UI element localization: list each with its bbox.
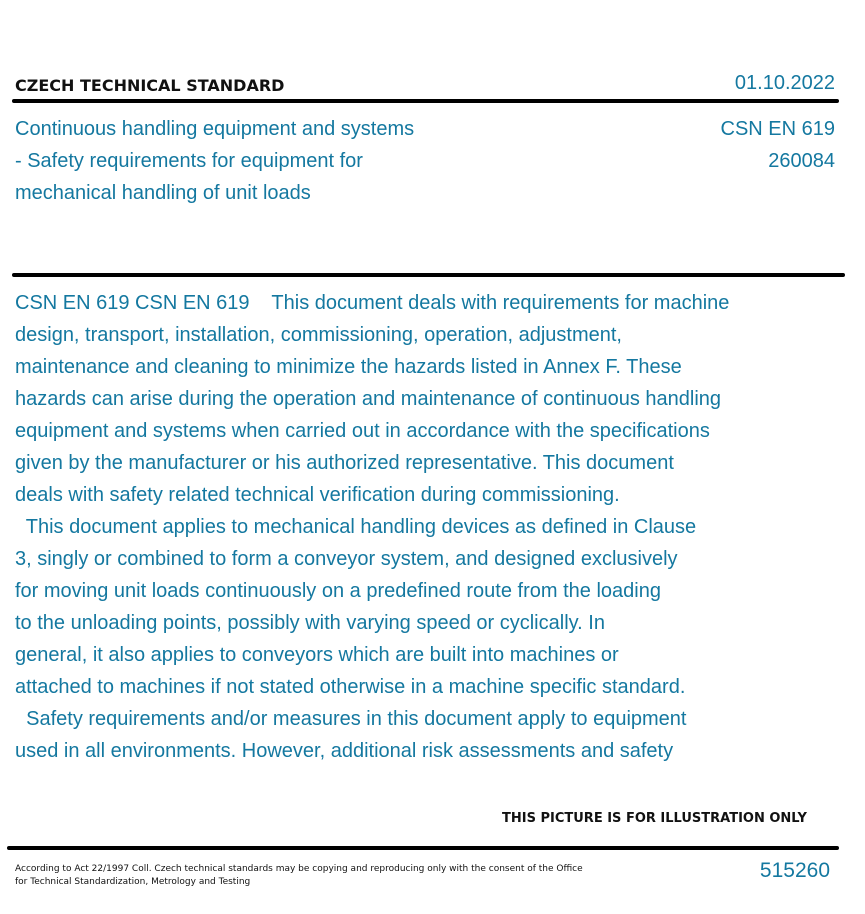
title-line: Continuous handling equipment and systems [15,118,415,140]
illustration-notice: THIS PICTURE IS FOR ILLUSTRATION ONLY [502,811,807,826]
title-line: mechanical handling of unit loads [15,182,311,204]
abstract-line: design, transport, installation, commissioning, operation, adjustment, [15,324,622,346]
publication-date: 01.10.2022 [734,72,835,94]
footer-divider [7,846,839,850]
copyright-notice [15,863,595,889]
document-title [15,113,475,209]
copyright-line: According to Act 22/1997 Coll. Czech technical standards may be copying and reproducing only with the consent of the Office [15,864,583,874]
document-abstract [15,287,805,767]
copyright-line: for Technical Standardization, Metrology and Testing [15,877,251,887]
abstract-line: CSN EN 619 CSN EN 619 This document deals with requirements for machine [15,292,730,314]
standard-codes [721,113,836,177]
abstract-line: deals with safety related technical verification during commissioning. [15,484,620,506]
abstract-line: This document applies to mechanical handling devices as defined in Clause [15,516,697,538]
abstract-line: 3, singly or combined to form a conveyor system, and designed exclusively [15,548,678,570]
abstract-line: given by the manufacturer or his authorized representative. This document [15,452,674,474]
abstract-line: Safety requirements and/or measures in this document apply to equipment [15,708,687,730]
standard-number: CSN EN 619 [720,118,835,140]
abstract-line: hazards can arise during the operation and maintenance of continuous handling [15,388,722,410]
abstract-line: equipment and systems when carried out in accordance with the specifications [15,420,710,442]
abstract-line: used in all environments. However, additional risk assessments and safety [15,740,674,762]
abstract-line: for moving unit loads continuously on a predefined route from the loading [15,580,661,602]
catalog-number: 260084 [768,150,835,172]
title-line: - Safety requirements for equipment for [15,150,363,172]
product-code: 515260 [759,859,830,882]
header-divider [12,99,839,103]
abstract-line: general, it also applies to conveyors which are built into machines or [15,644,619,666]
abstract-line: to the unloading points, possibly with varying speed or cyclically. In [15,612,605,634]
abstract-line: maintenance and cleaning to minimize the hazards listed in Annex F. These [15,356,682,378]
title-divider [12,273,845,277]
abstract-line: attached to machines if not stated otherwise in a machine specific standard. [15,676,686,698]
standard-type-label: CZECH TECHNICAL STANDARD [15,76,285,95]
